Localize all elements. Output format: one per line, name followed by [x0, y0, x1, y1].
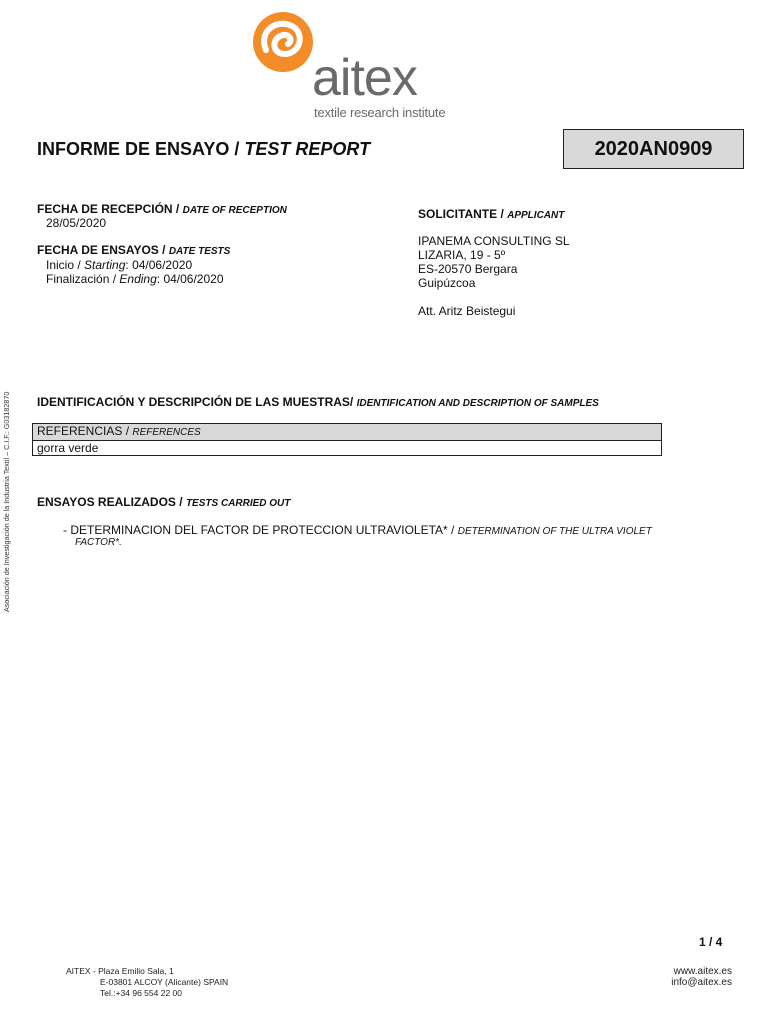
applicant-attention: Att. Aritz Beistegui	[418, 304, 516, 318]
samples-label	[37, 395, 599, 409]
applicant-region: Guipúzcoa	[418, 276, 476, 290]
side-legal-text: Asociación de Investigación de la Industria Textil – C.I.F.: G03182870	[2, 391, 11, 612]
reception-label: FECHA DE RECEPCIÓN / DATE OF RECEPTION	[37, 202, 287, 216]
footer-phone: Tel.:+34 96 554 22 00	[100, 988, 182, 998]
test-item-en-2-line	[75, 537, 122, 548]
applicant-company: IPANEMA CONSULTING SL	[418, 234, 570, 248]
aitex-logo-swirl-icon	[246, 10, 320, 79]
end-label-es: Finalización	[46, 272, 110, 286]
applicant-address2: ES-20570 Bergara	[418, 262, 518, 276]
end-date-line: Finalización / Ending: 04/06/2020	[46, 272, 224, 286]
end-label-en: Ending	[119, 272, 157, 286]
applicant-label: SOLICITANTE / APPLICANT	[418, 207, 565, 221]
test-item-es: - DETERMINACION DEL FACTOR DE PROTECCION ULTRAVIOLETA*	[63, 523, 448, 537]
logo-wordmark: aitex	[312, 49, 417, 107]
footer-email-link[interactable]: info@aitex.es	[671, 977, 732, 988]
page-number: 1 / 4	[699, 935, 723, 949]
start-date: 04/06/2020	[132, 258, 193, 272]
references-table	[32, 423, 662, 456]
tests-dates-label-es: FECHA DE ENSAYOS	[37, 243, 159, 257]
test-item-en-2: FACTOR*.	[75, 537, 122, 548]
references-header-cell: REFERENCIAS / REFERENCES	[33, 424, 662, 441]
start-label-en: Starting	[84, 258, 126, 272]
table-row	[33, 441, 662, 456]
tests-done-label: ENSAYOS REALIZADOS / TESTS CARRIED OUT	[37, 495, 291, 509]
test-item-en-1: DETERMINATION OF THE ULTRA VIOLET	[457, 526, 652, 537]
reception-label-es: FECHA DE RECEPCIÓN	[37, 202, 173, 216]
page-title	[37, 139, 370, 160]
table-header-row	[33, 424, 662, 441]
tests-dates-label-en: DATE TESTS	[168, 246, 231, 257]
references-header-en: REFERENCES	[132, 427, 201, 438]
test-item: - DETERMINACION DEL FACTOR DE PROTECCION ULTRAVIOLETA* / DETERMINATION OF THE ULTRA VIOLET	[63, 523, 652, 537]
reference-cell: gorra verde	[33, 441, 662, 456]
tests-done-label-en: TESTS CARRIED OUT	[185, 498, 291, 509]
tests-dates-label: FECHA DE ENSAYOS / DATE TESTS	[37, 243, 231, 257]
title-en: TEST REPORT	[244, 139, 371, 159]
reception-label-en: DATE OF RECEPTION	[182, 205, 287, 216]
footer-address-line2: E-03801 ALCOY (Alicante) SPAIN	[100, 977, 229, 987]
references-header-es: REFERENCIAS	[37, 424, 123, 438]
footer-address-line1: AITEX - Plaza Emilio Sala, 1	[66, 966, 174, 976]
tests-done-label-es: ENSAYOS REALIZADOS	[37, 495, 176, 509]
applicant-address1: LIZARIA, 19 - 5º	[418, 248, 506, 262]
report-number-box: 2020AN0909	[563, 129, 744, 169]
start-label-es: Inicio	[46, 258, 75, 272]
samples-label-es: IDENTIFICACIÓN Y DESCRIPCIÓN DE LAS MUESTRAS/	[37, 395, 354, 409]
start-date-line: Inicio / Starting: 04/06/2020	[46, 258, 193, 272]
footer-web-link[interactable]: www.aitex.es	[673, 966, 732, 977]
applicant-label-es: SOLICITANTE	[418, 207, 498, 221]
title-separator: /	[229, 139, 245, 159]
reception-date: 28/05/2020	[46, 216, 107, 230]
title-es: INFORME DE ENSAYO	[37, 139, 230, 159]
end-date: 04/06/2020	[163, 272, 224, 286]
logo-tagline: textile research institute	[314, 105, 446, 120]
samples-label-en: IDENTIFICATION AND DESCRIPTION OF SAMPLES	[356, 398, 599, 409]
applicant-label-en: APPLICANT	[507, 210, 565, 221]
